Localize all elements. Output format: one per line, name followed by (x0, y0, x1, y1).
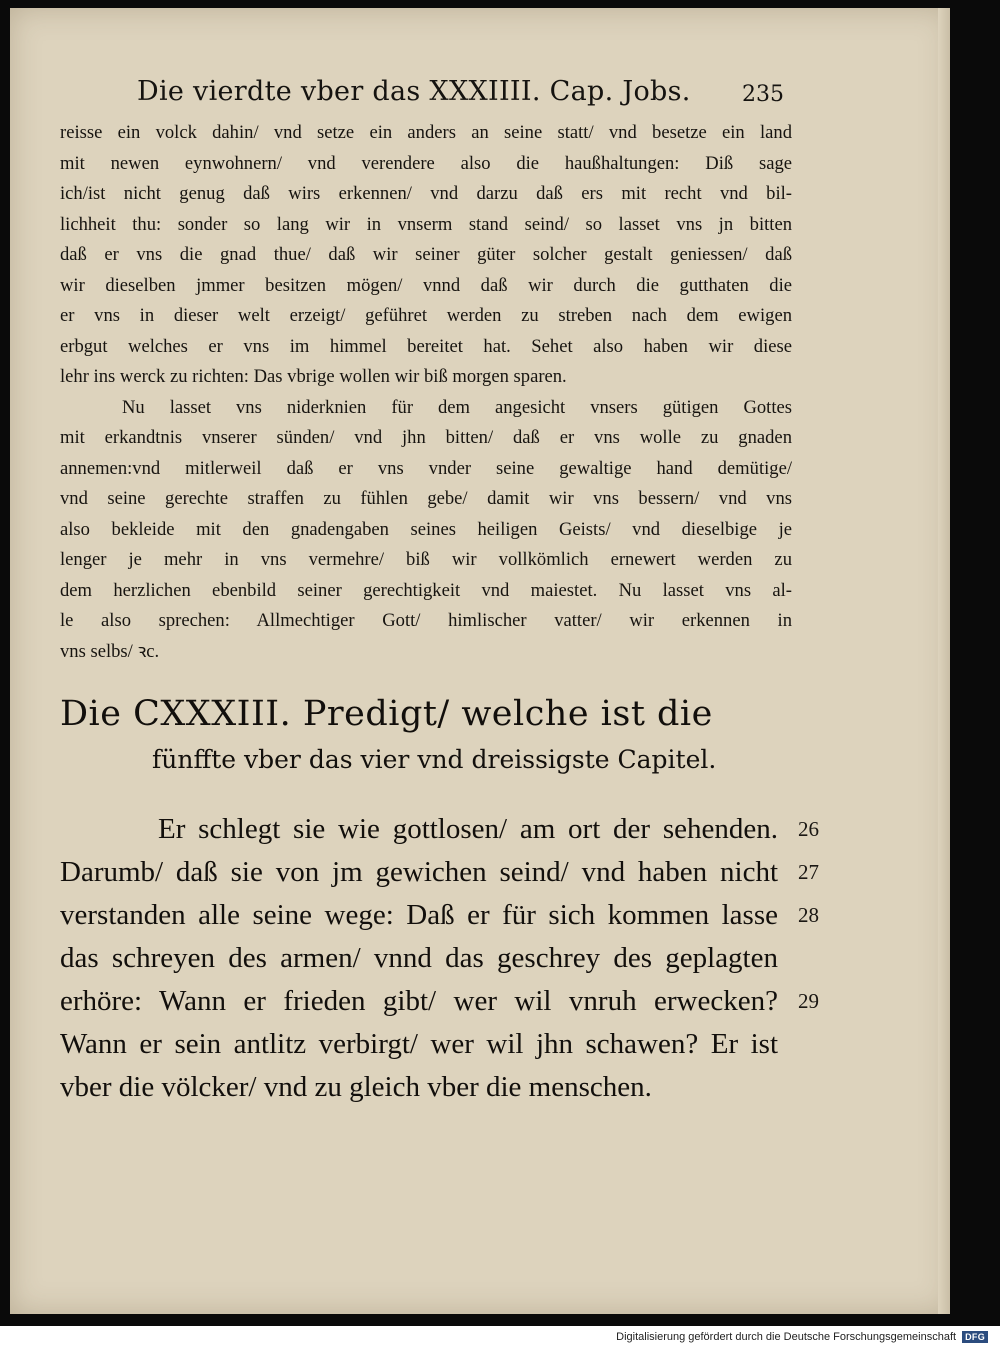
sermon-heading (60, 688, 780, 780)
verse-number: 28 (798, 903, 819, 927)
body-text (60, 118, 792, 667)
text-line: daß er vns die gnad thue/ daß wir seiner güter solcher gestalt geniessen/ daß (60, 244, 792, 265)
verse-number: 29 (798, 989, 819, 1013)
verse-line (60, 851, 840, 894)
text-line: mit newen eynwohnern/ vnd verendere also die haußhaltungen: Diß sage (60, 152, 792, 174)
text-line: Nu lasset vns niderknien für dem angesicht vnsers gütigen Gottes (122, 396, 792, 418)
text-line: vnd seine gerechte straffen zu fühlen gebe/ damit wir vns bessern/ vnd vns (60, 488, 792, 509)
text-line: erbgut welches er vns im himmel bereitet hat. Sehet also haben wir diese (60, 335, 792, 357)
verse-text: verstanden alle seine wege: Daß er für sich kommen lasse (60, 899, 778, 931)
page-number: 235 (742, 82, 784, 107)
scripture-verses (60, 808, 840, 1109)
text-line: er vns in dieser welt erzeigt/ geführet werden zu streben nach dem ewigen (60, 305, 792, 326)
text-line: dem herzlichen ebenbild seiner gerechtigkeit vnd maiestet. Nu lasset vns al- (60, 579, 792, 601)
verse-number: 26 (798, 817, 819, 841)
verse-text: Darumb/ daß sie von jm gewichen seind/ vnd haben nicht (60, 856, 778, 888)
verse-line (60, 1023, 840, 1066)
text-line: reisse ein volck dahin/ vnd setze ein anders an seine statt/ vnd besetze ein land (60, 122, 792, 143)
text-line: le also sprechen: Allmechtiger Gott/ himlischer vatter/ wir erkennen in (60, 610, 792, 631)
footer-credit: Digitalisierung gefördert durch die Deutsche Forschungsgemeinschaft (616, 1331, 957, 1343)
text-line: ich/ist nicht genug daß wirs erkennen/ vnd darzu daß ers mit recht vnd bil- (60, 183, 792, 204)
text-line: also bekleide mit den gnadengaben seines heiligen Geists/ vnd dieselbige je (60, 518, 792, 540)
text-line: lehr ins werck zu richten: Das vbrige wollen wir biß morgen sparen. (60, 366, 567, 387)
text-line: mit erkandtnis vnserer sünden/ vnd jhn bitten/ daß er vns wolle zu gnaden (60, 427, 792, 448)
running-head: Die vierdte vber das XXXIIII. Cap. Jobs. (137, 76, 691, 107)
verse-line (60, 808, 840, 851)
verse-text: Wann er sein antlitz verbirgt/ wer wil jhn schawen? Er ist (60, 1028, 778, 1060)
text-line: annemen:vnd mitlerweil daß er vns vnder seine gewaltige hand demütige/ (60, 457, 792, 479)
page-edge (938, 8, 950, 1314)
verse-text: das schreyen des armen/ vnnd das geschrey des geplagten (60, 942, 778, 974)
digitization-footer (616, 1328, 988, 1346)
verse-line (60, 980, 840, 1023)
text-line: wir dieselben jmmer besitzen mögen/ vnnd daß wir durch die gutthaten die (60, 274, 792, 296)
heading-line-2: fünffte vber das vier vnd dreissigste Capitel. (152, 745, 717, 774)
verse-text: vber die völcker/ vnd zu gleich vber die menschen. (60, 1071, 652, 1103)
text-line: lichheit thu: sonder so lang wir in vnserm stand seind/ so lasset vns jn bitten (60, 213, 792, 235)
verse-line (60, 937, 840, 980)
text-line: lenger je mehr in vns vermehre/ biß wir vollkömlich ernewert werden zu (60, 549, 792, 570)
verse-text: Er schlegt sie wie gottlosen/ am ort der sehenden. (158, 813, 778, 845)
text-line: vns selbs/ ꝛc. (60, 640, 160, 662)
verse-text: erhöre: Wann er frieden gibt/ wer wil vnruh erwecken? (60, 985, 778, 1017)
heading-line-1: Die CXXXIII. Predigt/ welche ist die (60, 694, 713, 734)
verse-line (60, 1066, 840, 1109)
verse-number: 27 (798, 860, 819, 884)
dfg-logo: DFG (962, 1331, 988, 1343)
verse-line (60, 894, 840, 937)
